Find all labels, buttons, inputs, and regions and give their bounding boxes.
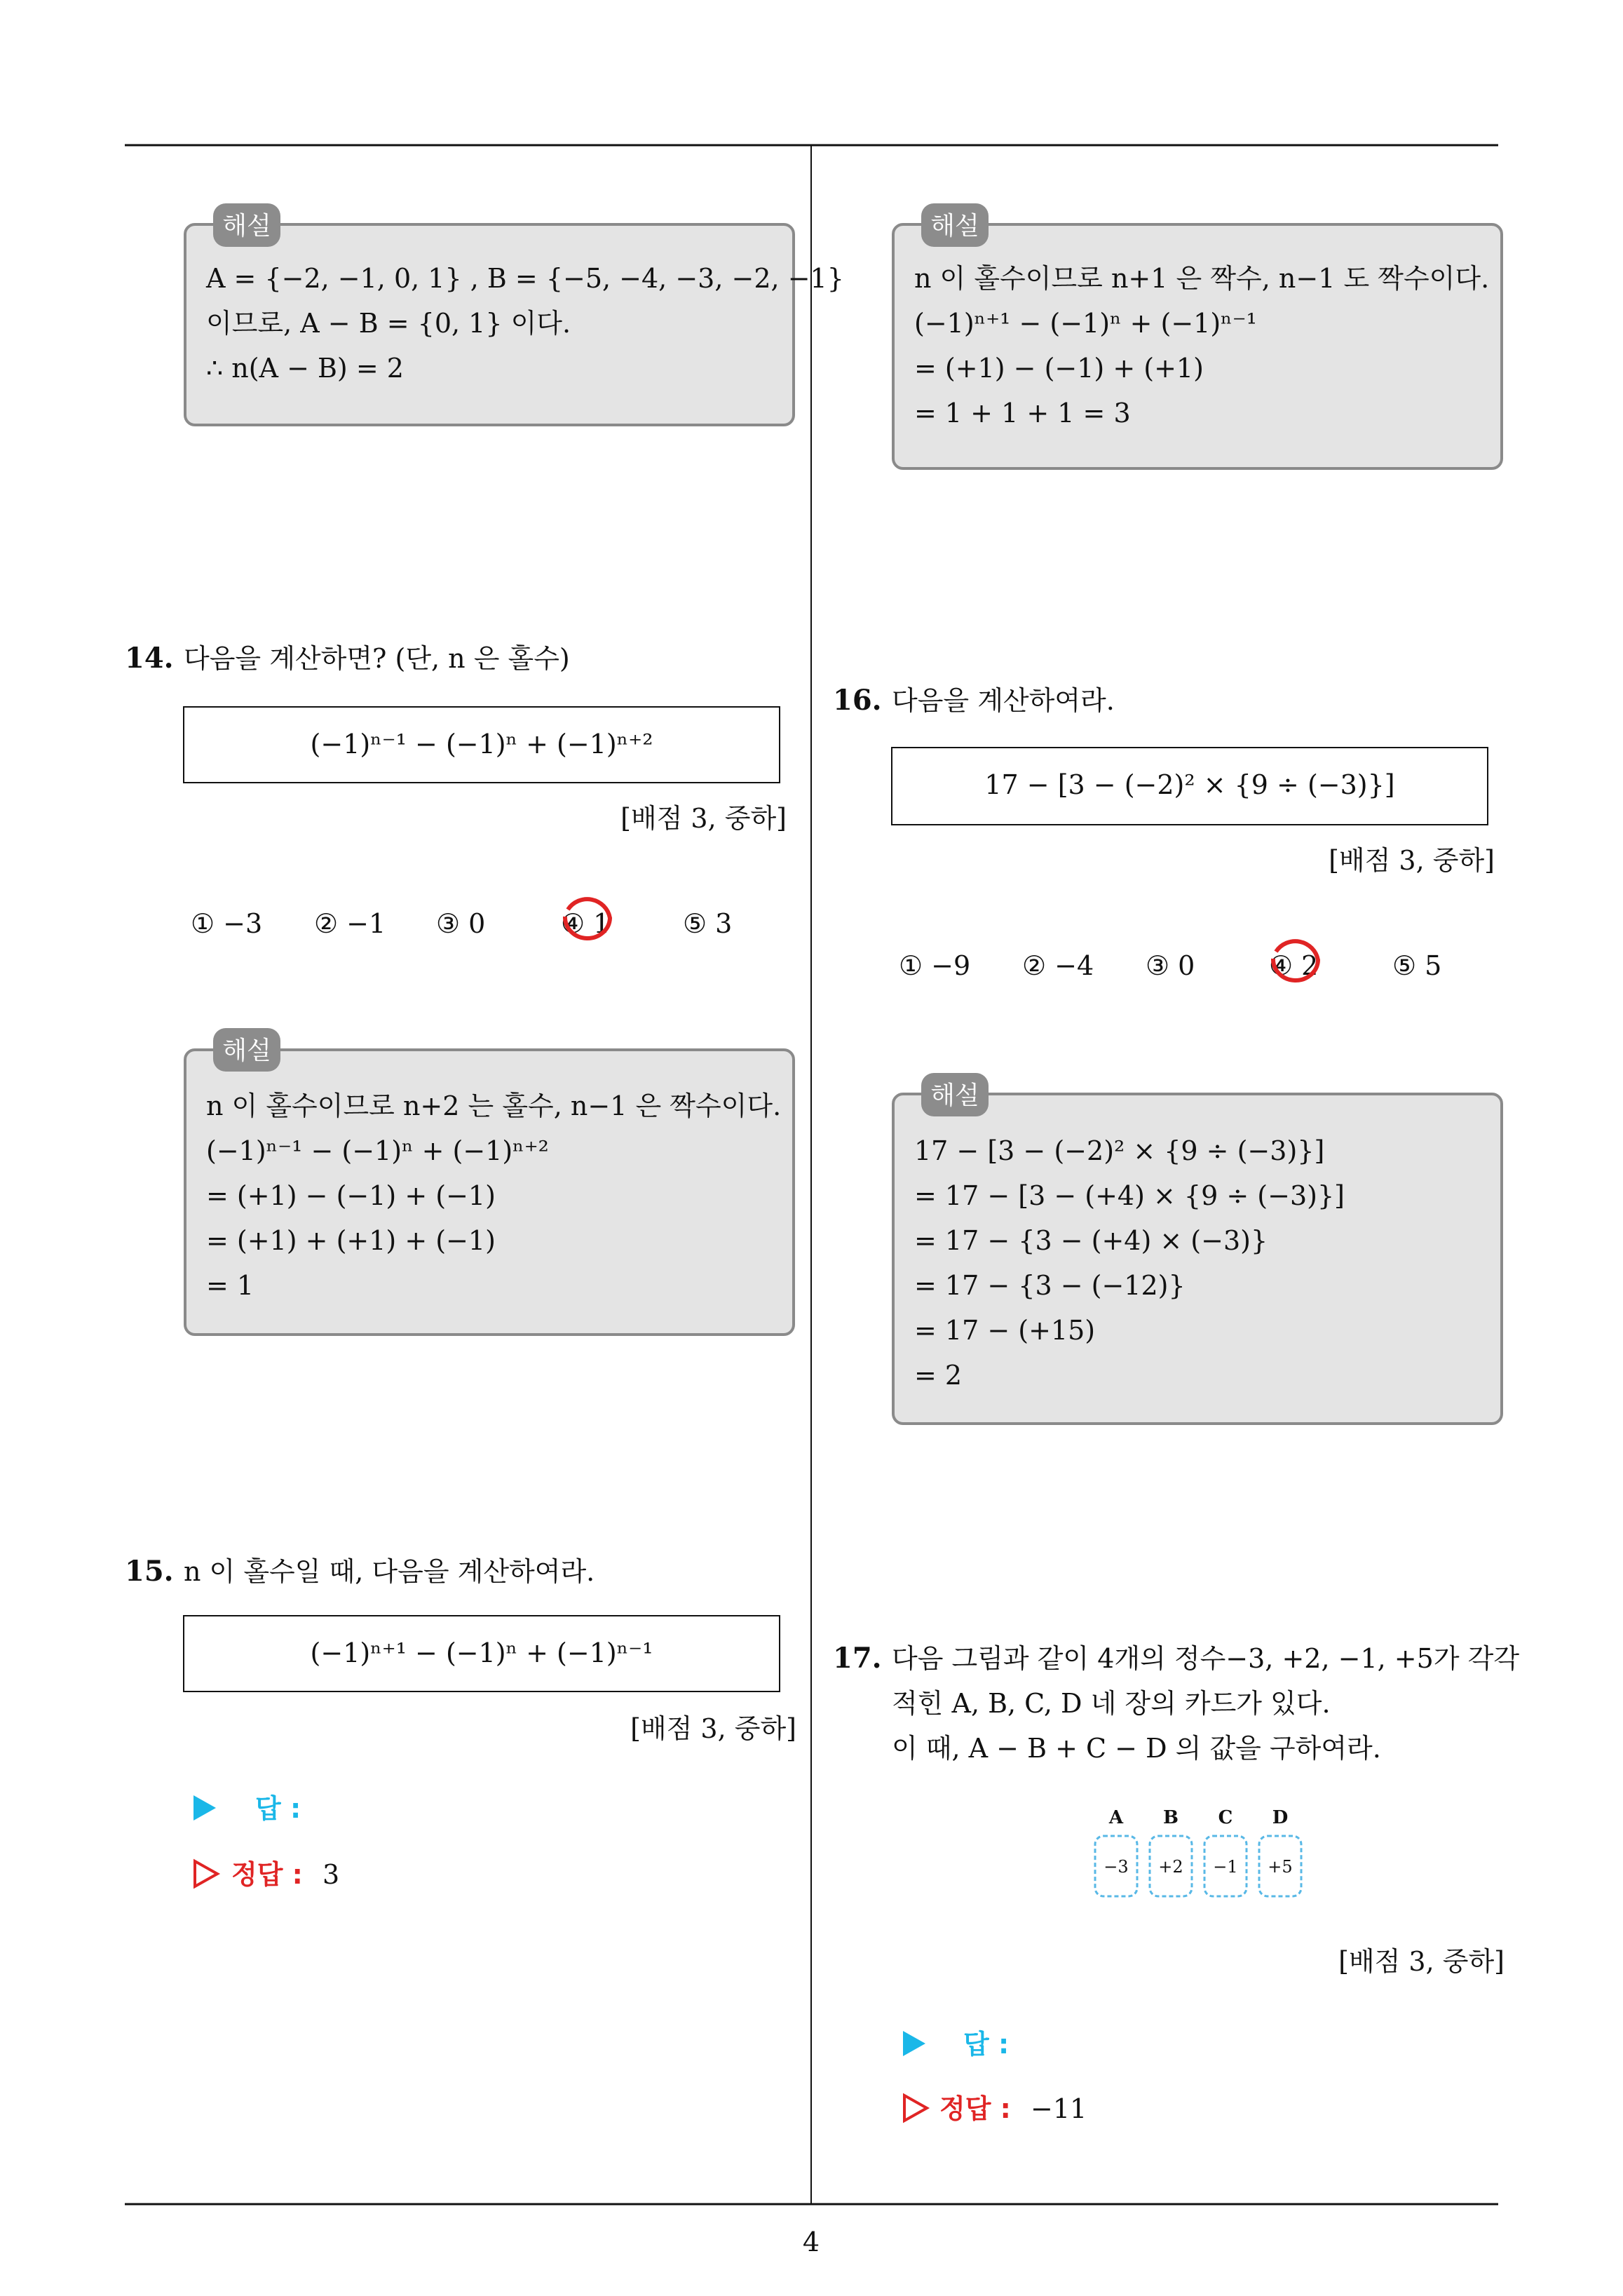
answer-arrow-icon <box>193 1795 216 1821</box>
solution-tag-label: 해설 <box>930 212 979 241</box>
solution-line: n 이 홀수이므로 n+2 는 홀수, n−1 은 짝수이다. <box>206 1090 782 1121</box>
choice-5[interactable]: ⑤ 5 <box>1392 950 1442 981</box>
solution-line: A = {−2, −1, 0, 1} , B = {−5, −4, −3, −2, −1} <box>206 263 844 294</box>
choice-1[interactable]: ① −9 <box>899 950 971 981</box>
score-label: [배점 3, 중하] <box>1338 1946 1505 1977</box>
expression: (−1)ⁿ⁺¹ − (−1)ⁿ + (−1)ⁿ⁻¹ <box>310 1637 653 1668</box>
choice-3[interactable]: ③ 0 <box>436 908 486 939</box>
solution-line: = (+1) + (+1) + (−1) <box>206 1225 496 1256</box>
solution-box-13 <box>185 203 844 425</box>
question-text: 다음을 계산하여라. <box>892 685 1115 716</box>
solution-line: = 17 − {3 − (+4) × (−3)} <box>914 1225 1268 1256</box>
card-a <box>1095 1807 1137 1896</box>
answer-arrow-icon <box>903 2031 925 2056</box>
card-label: C <box>1218 1807 1233 1828</box>
question-number: 14. <box>125 642 174 675</box>
expression: 17 − [3 − (−2)² × {9 ÷ (−3)}] <box>984 769 1395 800</box>
card-label: B <box>1163 1807 1179 1828</box>
solution-tag-label: 해설 <box>930 1081 979 1110</box>
solution-line: = 1 <box>206 1270 254 1301</box>
solution-line: (−1)ⁿ⁻¹ − (−1)ⁿ + (−1)ⁿ⁺² <box>206 1135 549 1166</box>
choice-3[interactable]: ③ 0 <box>1146 950 1195 981</box>
solution-line: ∴ n(A − B) = 2 <box>206 353 404 384</box>
correct-value: 3 <box>322 1859 340 1890</box>
question-14 <box>125 642 794 1335</box>
correct-arrow-icon <box>904 2095 927 2121</box>
correct-label: 정답 : <box>939 2093 1011 2124</box>
correct-value: −11 <box>1031 2093 1087 2124</box>
choice-4[interactable]: ④ 1 <box>561 908 611 939</box>
question-text: 다음 그림과 같이 4개의 정수−3, +2, −1, +5가 각각 <box>892 1643 1520 1674</box>
expression: (−1)ⁿ⁻¹ − (−1)ⁿ + (−1)ⁿ⁺² <box>310 729 653 759</box>
card-b <box>1150 1807 1192 1896</box>
question-number: 15. <box>125 1555 174 1588</box>
question-15 <box>125 1555 796 1890</box>
solution-line: = 17 − {3 − (−12)} <box>914 1270 1186 1301</box>
score-label: [배점 3, 중하] <box>1329 845 1495 876</box>
solution-tag-label: 해설 <box>222 1036 271 1065</box>
solution-line: = 2 <box>914 1360 963 1391</box>
card-d <box>1259 1807 1301 1896</box>
choice-4[interactable]: ④ 2 <box>1269 950 1319 981</box>
score-label: [배점 3, 중하] <box>630 1713 796 1744</box>
card-value: +5 <box>1268 1857 1293 1877</box>
correct-label: 정답 : <box>231 1859 303 1890</box>
solution-line: = 17 − (+15) <box>914 1315 1096 1346</box>
solution-line: n 이 홀수이므로 n+1 은 짝수, n−1 도 짝수이다. <box>914 263 1490 294</box>
page-number: 4 <box>802 2227 820 2257</box>
solution-line: = (+1) − (−1) + (−1) <box>206 1180 496 1211</box>
question-number: 16. <box>833 684 882 717</box>
choice-2[interactable]: ② −4 <box>1022 950 1094 981</box>
answer-label[interactable]: 답 : <box>255 1793 301 1824</box>
solution-box-15 <box>893 203 1502 468</box>
solution-line: = (+1) − (−1) + (+1) <box>914 353 1204 384</box>
solution-line: 17 − [3 − (−2)² × {9 ÷ (−3)}] <box>914 1135 1325 1166</box>
question-text: n 이 홀수일 때, 다음을 계산하여라. <box>184 1556 595 1587</box>
card-c <box>1204 1807 1247 1896</box>
card-value: −1 <box>1213 1857 1238 1877</box>
choice-1[interactable]: ① −3 <box>191 908 263 939</box>
question-text: 적힌 A, B, C, D 네 장의 카드가 있다. <box>892 1688 1331 1719</box>
question-17 <box>833 1642 1519 2124</box>
question-text: 이 때, A − B + C − D 의 값을 구하여라. <box>892 1733 1381 1764</box>
score-label: [배점 3, 중하] <box>620 803 787 834</box>
solution-line: = 17 − [3 − (+4) × {9 ÷ (−3)}] <box>914 1180 1345 1211</box>
solution-line: 이므로, A − B = {0, 1} 이다. <box>206 308 571 339</box>
solution-line: (−1)ⁿ⁺¹ − (−1)ⁿ + (−1)ⁿ⁻¹ <box>914 308 1257 339</box>
question-text: 다음을 계산하면? (단, n 은 홀수) <box>184 643 570 674</box>
card-value: −3 <box>1103 1857 1129 1877</box>
choice-5[interactable]: ⑤ 3 <box>683 908 733 939</box>
card-value: +2 <box>1158 1857 1183 1877</box>
solution-tag-label: 해설 <box>222 212 271 241</box>
answer-label[interactable]: 답 : <box>963 2029 1010 2060</box>
correct-arrow-icon <box>195 1861 217 1886</box>
card-label: D <box>1272 1807 1289 1828</box>
card-label: A <box>1108 1807 1124 1828</box>
question-16 <box>833 684 1502 1424</box>
choice-2[interactable]: ② −1 <box>314 908 386 939</box>
solution-box-bg <box>893 224 1502 468</box>
question-number: 17. <box>833 1642 882 1675</box>
solution-line: = 1 + 1 + 1 = 3 <box>914 398 1131 428</box>
